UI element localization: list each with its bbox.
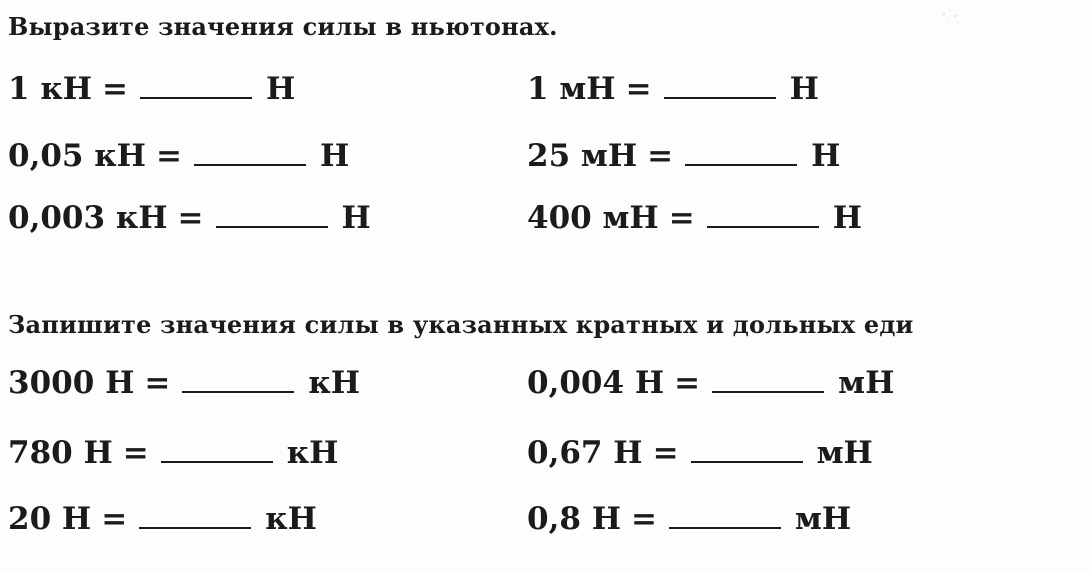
answer-blank[interactable] (194, 140, 306, 166)
given-value: 0,004 Н (527, 365, 665, 401)
equals-sign: = (668, 200, 695, 236)
answer-blank[interactable] (161, 437, 273, 463)
answer-blank[interactable] (139, 503, 251, 529)
answer-blank[interactable] (140, 73, 252, 99)
target-unit: Н (341, 200, 371, 236)
exercise-1-right-row-2 (527, 140, 840, 172)
equals-sign: = (625, 71, 652, 107)
exercise-2-heading: Запишите значения силы в указанных кратных и дольных еди (8, 310, 914, 339)
given-value: 25 мН (527, 138, 638, 174)
equals-sign: = (122, 435, 149, 471)
target-unit: мН (795, 501, 852, 537)
exercise-2-right-row-3 (527, 503, 851, 535)
answer-blank[interactable] (712, 367, 824, 393)
given-value: 0,003 кН (8, 200, 168, 236)
exercise-2-right-row-2 (527, 437, 873, 469)
given-value: 400 мН (527, 200, 659, 236)
answer-blank[interactable] (216, 202, 328, 228)
given-value: 0,8 Н (527, 501, 622, 537)
exercise-2-left-row-2 (8, 437, 338, 469)
target-unit: мН (838, 365, 895, 401)
equals-sign: = (101, 501, 128, 537)
equals-sign: = (155, 138, 182, 174)
exercise-2-left-row-1 (8, 367, 360, 399)
equals-sign: = (647, 138, 674, 174)
equals-sign: = (631, 501, 657, 537)
target-unit: Н (811, 138, 841, 174)
exercise-2-left-row-3 (8, 503, 317, 535)
exercise-1-left-row-3 (8, 202, 371, 234)
equals-sign: = (652, 435, 679, 471)
equals-sign: = (144, 365, 171, 401)
given-value: 1 кН (8, 71, 93, 107)
equals-sign: = (102, 71, 129, 107)
exercise-1-left-row-1 (8, 73, 295, 105)
given-value: 780 Н (8, 435, 113, 471)
exercise-1-right-row-3 (527, 202, 862, 234)
target-unit: Н (319, 138, 350, 174)
exercise-1-left-row-2 (8, 140, 349, 172)
exercise-1-right-row-1 (527, 73, 819, 105)
target-unit: кН (308, 365, 361, 401)
target-unit: Н (789, 71, 819, 107)
exercise-1-heading: Выразите значения силы в ньютонах. (8, 12, 558, 41)
answer-blank[interactable] (691, 437, 803, 463)
answer-blank[interactable] (182, 367, 294, 393)
paper-speck-mark (938, 6, 964, 28)
answer-blank[interactable] (669, 503, 781, 529)
answer-blank[interactable] (664, 73, 776, 99)
given-value: 3000 Н (8, 365, 135, 401)
equals-sign: = (177, 200, 204, 236)
given-value: 20 Н (8, 501, 92, 537)
given-value: 0,05 кН (8, 138, 146, 174)
target-unit: кН (265, 501, 317, 537)
given-value: 1 мН (527, 71, 616, 107)
target-unit: Н (266, 71, 296, 107)
equals-sign: = (674, 365, 701, 401)
target-unit: Н (832, 200, 863, 236)
exercise-2-right-row-1 (527, 367, 894, 399)
given-value: 0,67 Н (527, 435, 643, 471)
answer-blank[interactable] (707, 202, 819, 228)
target-unit: кН (286, 435, 339, 471)
target-unit: мН (816, 435, 873, 471)
answer-blank[interactable] (685, 140, 797, 166)
